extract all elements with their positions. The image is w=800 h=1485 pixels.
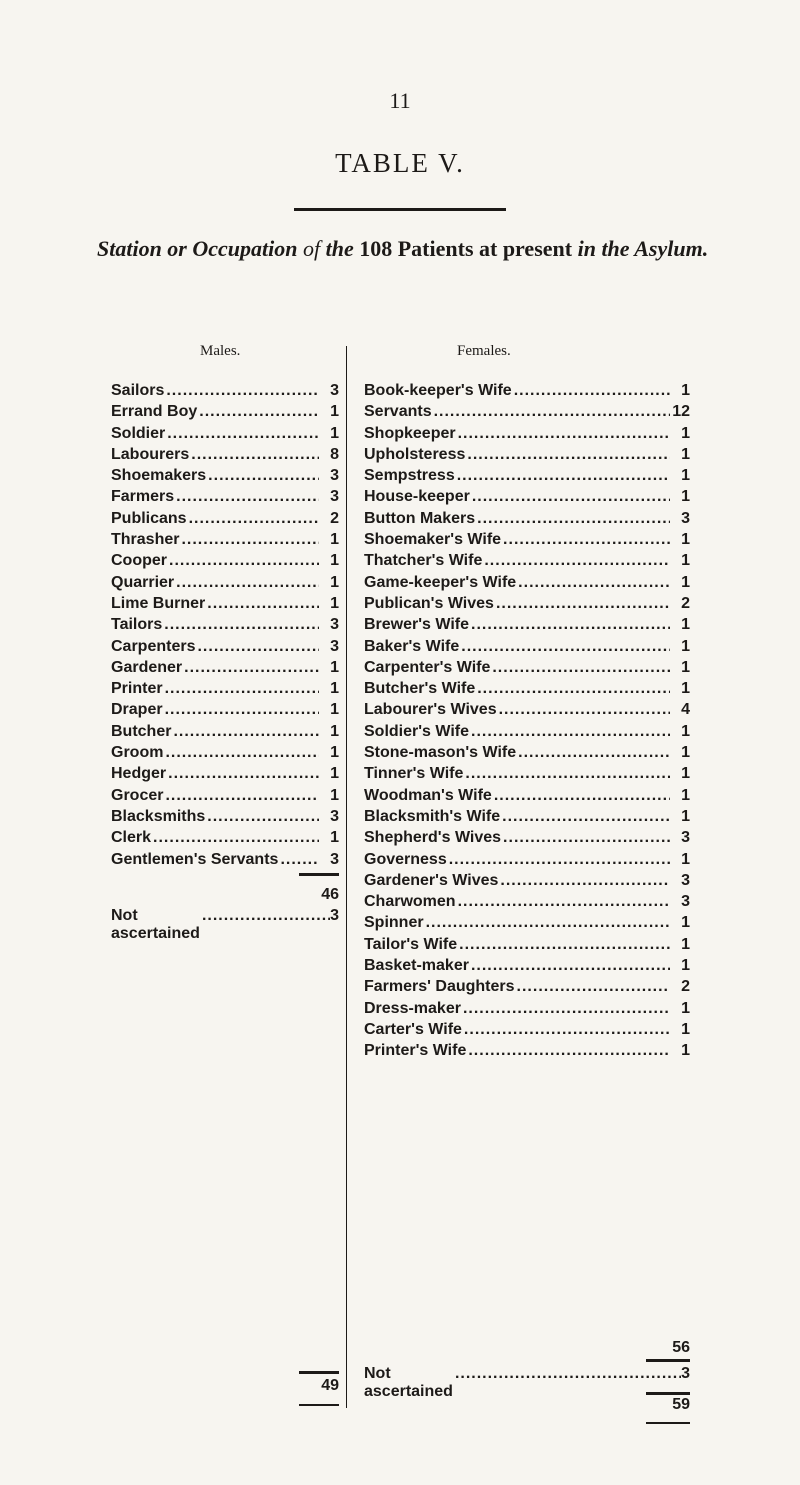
occupation-count: 1 [330, 701, 339, 719]
table-row [364, 806, 690, 827]
females-total-underline [646, 1422, 690, 1424]
table-row [111, 508, 339, 529]
occupation-name: Stone-mason's Wife [364, 744, 517, 762]
table-row [364, 529, 690, 550]
leader-dots [456, 423, 670, 444]
table-row [364, 699, 690, 720]
table-row [364, 870, 690, 891]
occupation-name: Basket-maker [364, 957, 469, 975]
occupation-name: Sailors [111, 382, 165, 399]
occupation-name: Game-keeper's Wife [364, 573, 517, 591]
occupation-name: Publican's Wives [364, 594, 494, 612]
females-column [364, 380, 690, 1062]
occupation-name: Lime Burner [111, 594, 206, 612]
leader-dots [164, 380, 319, 401]
occupation-count: 1 [681, 957, 690, 975]
leader-dots [195, 636, 319, 657]
occupation-name: Gardener [111, 658, 183, 676]
occupation-name: Labourers [111, 445, 190, 463]
leader-dots [453, 1365, 681, 1401]
occupation-count: 8 [330, 445, 339, 463]
occupation-name: Publicans [111, 509, 187, 527]
table-row [364, 1040, 690, 1061]
table-row [364, 508, 690, 529]
table-caption [97, 232, 737, 266]
occupation-name: Soldier's Wife [364, 722, 470, 740]
occupation-name: Groom [111, 744, 164, 762]
occupation-name: Thrasher [111, 531, 180, 549]
table-row [111, 614, 339, 635]
table-row [111, 827, 339, 848]
occupation-name: Shepherd's Wives [364, 829, 502, 847]
occupation-count: 1 [330, 531, 339, 549]
leader-dots [461, 998, 670, 1019]
table-row [364, 572, 690, 593]
table-row [364, 636, 690, 657]
caption-part: 108 Patients at present [359, 236, 573, 261]
leader-dots [462, 1019, 670, 1040]
males-heading: Males. [200, 343, 241, 359]
occupation-count: 1 [681, 573, 690, 591]
leader-dots [470, 486, 670, 507]
leader-dots [163, 699, 319, 720]
leader-dots [494, 593, 670, 614]
occupation-count: 1 [681, 488, 690, 506]
table-row [364, 998, 690, 1019]
occupation-count: 1 [681, 914, 690, 932]
table-row [364, 486, 690, 507]
leader-dots [469, 955, 670, 976]
occupation-count: 1 [330, 786, 339, 804]
females-subtotal-rule [646, 1359, 690, 1362]
table-row [364, 742, 690, 763]
occupation-count: 1 [330, 552, 339, 570]
leader-dots [456, 891, 670, 912]
occupation-count: 1 [330, 658, 339, 676]
leader-dots [197, 401, 319, 422]
occupation-count: 2 [330, 509, 339, 527]
occupation-name: Farmers' Daughters [364, 978, 515, 996]
leader-dots [500, 806, 670, 827]
occupation-count: 1 [681, 680, 690, 698]
leader-dots [163, 678, 319, 699]
occupation-count: 1 [330, 680, 339, 698]
caption-part: in the Asylum. [577, 236, 709, 261]
occupation-count: 3 [330, 488, 339, 506]
table-row [364, 849, 690, 870]
occupation-count: 3 [330, 616, 339, 634]
occupation-count: 1 [681, 424, 690, 442]
occupation-name: Draper [111, 701, 163, 719]
occupation-count: 1 [330, 829, 339, 847]
table-row [111, 785, 339, 806]
occupation-count: 1 [330, 765, 339, 783]
females-total: 59 [672, 1396, 690, 1413]
occupation-name: Baker's Wife [364, 637, 460, 655]
leader-dots [498, 870, 670, 891]
table-row [111, 465, 339, 486]
occupation-name: Governess [364, 850, 447, 868]
table-row [364, 444, 690, 465]
occupation-count: 1 [681, 744, 690, 762]
table-row [364, 1019, 690, 1040]
occupation-name: Butcher's Wife [364, 680, 476, 698]
occupation-count: 1 [330, 573, 339, 591]
occupation-name: Hedger [111, 765, 167, 783]
males-not-ascertained-label: Not ascertained [111, 907, 200, 942]
leader-dots [165, 423, 319, 444]
occupation-name: Shoemaker's Wife [364, 531, 502, 549]
table-row [111, 636, 339, 657]
occupation-count: 1 [681, 382, 690, 399]
leader-dots [200, 907, 330, 943]
table-row [111, 529, 339, 550]
leader-dots [162, 614, 319, 635]
table-row [111, 657, 339, 678]
table-row [111, 699, 339, 720]
leader-dots [463, 763, 670, 784]
table-row [364, 380, 690, 401]
occupation-name: Soldier [111, 424, 166, 442]
occupation-name: Blacksmiths [111, 807, 206, 825]
leader-dots [482, 550, 670, 571]
table-row [364, 593, 690, 614]
occupation-name: Upholsteress [364, 445, 466, 463]
caption-part: the [325, 236, 354, 261]
occupation-name: Spinner [364, 914, 424, 932]
table-row [364, 785, 690, 806]
leader-dots [167, 550, 319, 571]
leader-dots [189, 444, 319, 465]
occupation-name: Thatcher's Wife [364, 552, 483, 570]
occupation-count: 3 [681, 893, 690, 911]
leader-dots [278, 849, 319, 870]
females-total-rule [646, 1392, 690, 1395]
males-total-underline [299, 1404, 339, 1406]
table-row [364, 721, 690, 742]
occupation-name: Dress-maker [364, 999, 461, 1017]
leader-dots [205, 593, 319, 614]
table-row [364, 423, 690, 444]
table-row [364, 912, 690, 933]
table-row [364, 401, 690, 422]
table-row [364, 550, 690, 571]
leader-dots [515, 976, 670, 997]
leader-dots [163, 742, 319, 763]
occupation-name: Shoemakers [111, 467, 207, 485]
page-number: 11 [389, 88, 411, 113]
occupation-name: Button Makers [364, 509, 476, 527]
occupation-name: Printer's Wife [364, 1042, 467, 1060]
females-not-ascertained-count: 3 [681, 1365, 690, 1382]
occupation-name: Sempstress [364, 467, 455, 485]
occupation-count: 1 [681, 722, 690, 740]
males-not-ascertained-count: 3 [330, 907, 339, 924]
occupation-name: Grocer [111, 786, 164, 804]
table-row [364, 955, 690, 976]
males-not-ascertained [111, 907, 339, 943]
occupation-name: Book-keeper's Wife [364, 382, 512, 399]
occupation-count: 1 [681, 531, 690, 549]
occupation-count: 3 [681, 509, 690, 527]
leader-dots [182, 657, 319, 678]
occupation-name: Gardener's Wives [364, 871, 499, 889]
table-row [364, 891, 690, 912]
table-row [111, 550, 339, 571]
occupation-count: 3 [330, 382, 339, 399]
occupation-count: 1 [681, 616, 690, 634]
occupation-name: Gentlemen's Servants [111, 850, 279, 868]
leader-dots [492, 785, 670, 806]
occupation-name: Tinner's Wife [364, 765, 464, 783]
occupation-count: 12 [672, 403, 690, 421]
occupation-count: 1 [330, 403, 339, 421]
occupation-name: Cooper [111, 552, 167, 570]
leader-dots [171, 721, 319, 742]
table-row [111, 423, 339, 444]
caption-part: Station or Occupation [97, 236, 298, 261]
table-row [111, 444, 339, 465]
leader-dots [516, 742, 670, 763]
leader-dots [469, 614, 670, 635]
occupation-name: Clerk [111, 829, 152, 847]
occupation-count: 3 [330, 850, 339, 868]
occupation-count: 1 [681, 850, 690, 868]
occupation-count: 2 [681, 978, 690, 996]
occupation-count: 1 [330, 744, 339, 762]
occupation-name: Carter's Wife [364, 1020, 462, 1038]
occupation-name: Butcher [111, 722, 172, 740]
occupation-name: Farmers [111, 488, 175, 506]
leader-dots [455, 465, 670, 486]
occupation-name: Woodman's Wife [364, 786, 492, 804]
leader-dots [475, 678, 670, 699]
table-row [111, 593, 339, 614]
occupation-count: 1 [681, 637, 690, 655]
leader-dots [447, 849, 670, 870]
occupation-name: Carpenters [111, 637, 196, 655]
table-row [111, 380, 339, 401]
occupation-count: 1 [681, 1020, 690, 1038]
occupation-name: Carpenter's Wife [364, 658, 491, 676]
leader-dots [179, 529, 319, 550]
leader-dots [501, 529, 670, 550]
table-row [111, 742, 339, 763]
table-row [364, 763, 690, 784]
leader-dots [457, 934, 670, 955]
table-row [364, 657, 690, 678]
females-not-ascertained-label: Not ascertained [364, 1365, 453, 1400]
occupation-count: 4 [681, 701, 690, 719]
leader-dots [501, 827, 670, 848]
occupation-name: Brewer's Wife [364, 616, 470, 634]
leader-dots [512, 380, 670, 401]
occupation-count: 1 [330, 722, 339, 740]
occupation-count: 1 [681, 935, 690, 953]
leader-dots [459, 636, 670, 657]
leader-dots [174, 572, 319, 593]
leader-dots [466, 1040, 670, 1061]
caption-part: of [302, 236, 321, 261]
occupation-count: 2 [681, 594, 690, 612]
occupation-count: 3 [681, 871, 690, 889]
leader-dots [163, 785, 319, 806]
leader-dots [206, 465, 319, 486]
occupation-count: 1 [330, 424, 339, 442]
occupation-count: 1 [681, 786, 690, 804]
occupation-count: 3 [681, 829, 690, 847]
leader-dots [516, 572, 670, 593]
occupation-name: Labourer's Wives [364, 701, 497, 719]
occupation-count: 3 [330, 637, 339, 655]
occupation-count: 1 [330, 594, 339, 612]
table-row [111, 763, 339, 784]
females-not-ascertained [364, 1365, 690, 1401]
occupation-name: House-keeper [364, 488, 470, 506]
leader-dots [174, 486, 319, 507]
occupation-name: Blacksmith's Wife [364, 807, 501, 825]
occupation-count: 1 [681, 999, 690, 1017]
leader-dots [469, 721, 670, 742]
table-row [364, 465, 690, 486]
table-row [364, 934, 690, 955]
table-title: TABLE V. [335, 148, 465, 178]
leader-dots [475, 508, 670, 529]
table-row [364, 614, 690, 635]
occupation-name: Charwomen [364, 893, 456, 911]
title-rule [294, 208, 506, 211]
males-total-rule [299, 1371, 339, 1374]
occupation-count: 1 [681, 807, 690, 825]
table-row [111, 721, 339, 742]
table-row [111, 401, 339, 422]
leader-dots [151, 827, 319, 848]
occupation-name: Shopkeeper [364, 424, 456, 442]
column-divider [346, 346, 347, 1408]
occupation-count: 3 [330, 467, 339, 485]
occupation-count: 1 [681, 445, 690, 463]
leader-dots [497, 699, 670, 720]
occupation-count: 1 [681, 1042, 690, 1060]
males-subtotal: 46 [321, 886, 339, 903]
leader-dots [187, 508, 319, 529]
females-subtotal: 56 [672, 1339, 690, 1356]
table-row [111, 678, 339, 699]
occupation-count: 1 [681, 552, 690, 570]
leader-dots [205, 806, 319, 827]
males-subtotal-rule [299, 873, 339, 876]
table-row [111, 806, 339, 827]
occupation-name: Printer [111, 680, 163, 698]
table-row [364, 678, 690, 699]
occupation-name: Servants [364, 403, 432, 421]
males-total: 49 [321, 1377, 339, 1394]
table-row [111, 486, 339, 507]
table-row [111, 849, 339, 870]
occupation-name: Tailors [111, 616, 163, 634]
occupation-count: 1 [681, 658, 690, 676]
leader-dots [432, 401, 670, 422]
leader-dots [465, 444, 670, 465]
occupation-name: Errand Boy [111, 403, 198, 421]
occupation-count: 3 [330, 807, 339, 825]
leader-dots [424, 912, 670, 933]
leader-dots [166, 763, 319, 784]
table-row [111, 572, 339, 593]
females-heading: Females. [457, 343, 511, 359]
leader-dots [490, 657, 670, 678]
occupation-name: Tailor's Wife [364, 935, 458, 953]
occupation-name: Quarrier [111, 573, 175, 591]
occupation-count: 1 [681, 467, 690, 485]
table-row [364, 827, 690, 848]
table-row [364, 976, 690, 997]
occupation-count: 1 [681, 765, 690, 783]
males-column [111, 380, 339, 870]
